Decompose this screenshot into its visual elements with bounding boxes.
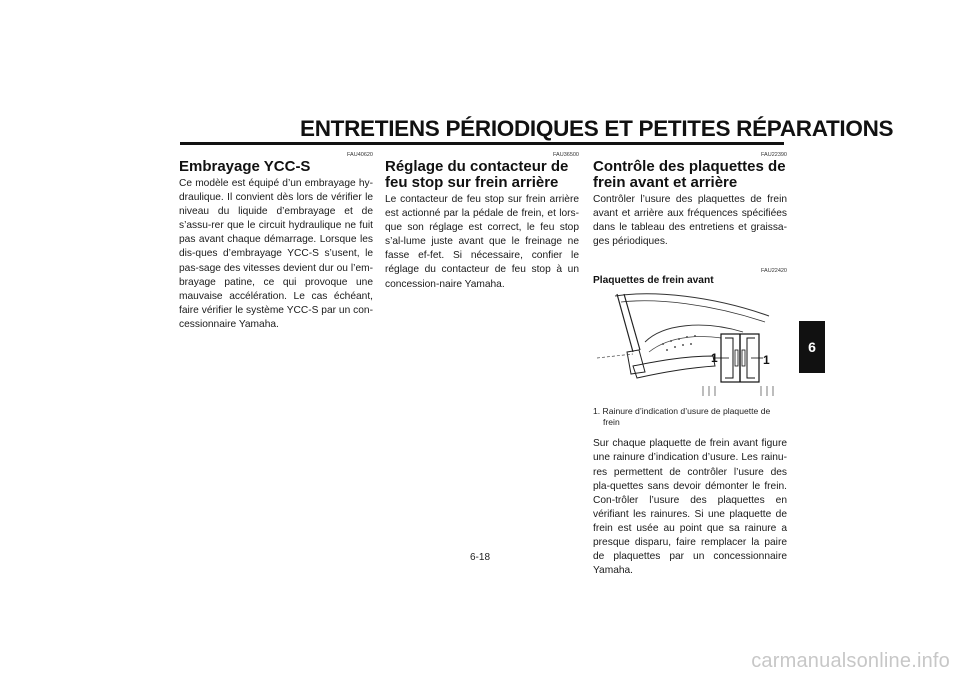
section-body: Ce modèle est équipé d’un embrayage hy-draulique. Il convient dès lors de vérifier le niveau du liquide d’embrayage et de s’assu-rer que le circuit hydraulique ne fuit pas avant chaque démarrage. Lorsque les dis-ques d’embrayage YCC-S s’usent, le pas-sage des vitesses devient dur ou l’em-brayage patine, ce qui provoque une mauvaise accélération. Le cas échéant, faire vérifier le système YCC-S par un con-cessionnaire Yamaha. [179,178,373,330]
section-code: FAU40620 [347,152,373,158]
section-code: FAU22390 [761,152,787,158]
page-number: 6-18 [469,552,490,563]
chapter-tab: 6 [799,321,825,373]
callout-right: 1 [763,353,770,368]
section-heading: Réglage du contacteur de feu stop sur frein arrière [385,158,569,191]
section-code: FAU36500 [553,152,579,158]
section-heading: Contrôle des plaquettes de frein avant et arrière [593,158,786,191]
section-heading: Embrayage YCC-S [179,158,311,175]
column-brake-pads [593,151,787,578]
figure-caption: 1. Rainure d’indication d’usure de plaquette de frein [593,406,771,427]
page-title: ENTRETIENS PÉRIODIQUES ET PETITES RÉPARATIONS [300,116,894,141]
brake-pad-illustration [593,292,787,398]
section-body: Contrôler l’usure des plaquettes de frein avant et arrière aux fréquences spécifiées dans le tableau des entretiens et graissa-ges périodiques. [593,194,787,248]
section-body-2: Sur chaque plaquette de frein avant figure une rainure d’indication d’usure. Les rainu-res permettent de contrôler l’usure des pla-quettes sans devoir démonter le frein. Con-trôler l’usure des plaquettes en vérifiant les rainures. Si une plaquette de frein est usée au point que sa rainure a presque disparu, faire remplacer la paire de plaquettes par un concessionnaire Yamaha. [593,438,787,577]
brake-pad-drawing [593,292,787,398]
watermark: carmanualsonline.info [751,650,950,672]
subsection-heading: Plaquettes de frein avant [593,275,714,287]
column-brake-switch [385,151,579,292]
subsection-code: FAU22420 [761,268,787,275]
callout-left: 1 [711,351,718,366]
title-rule [180,142,784,145]
section-body: Le contacteur de feu stop sur frein arrière est actionné par la pédale de frein, et lors-que son réglage est correct, le feu stop s’al-lume juste avant que le freinage ne fasse ef-fet. Si nécessaire, confier le réglage du contacteur de feu stop à un concession-naire Yamaha. [385,194,579,290]
column-clutch [179,151,373,332]
